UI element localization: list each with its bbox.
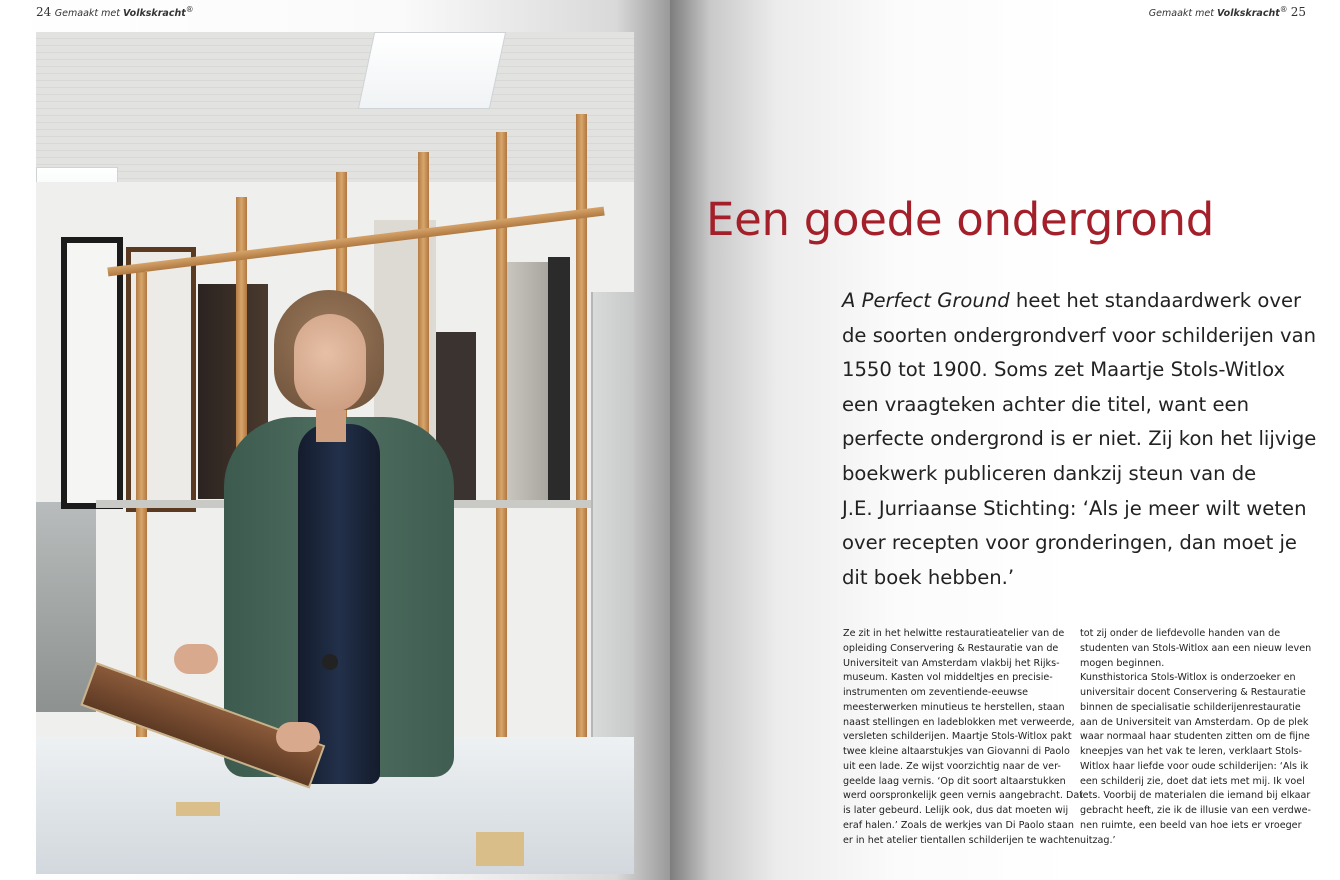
tape xyxy=(176,802,220,816)
face xyxy=(294,314,366,412)
folio-left xyxy=(36,5,194,19)
body-line: museum. Kasten vol middeltjes en precisie- xyxy=(843,672,1053,684)
body-line: Ze zit in het helwitte restauratieatelier van de xyxy=(843,628,1065,639)
lead-line: perfecte ondergrond is er niet. Zij kon het lijvige xyxy=(842,427,1317,451)
body-line: uit een lade. Ze wijst voorzichtig naar de ver- xyxy=(843,760,1061,772)
lead-paragraph xyxy=(842,284,1317,595)
lead-line: 1550 tot 1900. Soms zet Maartje Stols-Witlox xyxy=(842,358,1286,382)
article-title: Een goede ondergrond xyxy=(706,193,1214,246)
lead-line: J.E. Jurriaanse Stichting: ‘Als je meer wilt weten xyxy=(842,496,1307,520)
body-line: versleten schilderijen. Maartje Stols-Witlox pakt xyxy=(843,731,1072,743)
body-line: twee kleine altaarstukjes van Giovanni di Paolo xyxy=(843,746,1070,757)
body-line: een schilderij zie, doet dat iets met mij. Ik voel xyxy=(1080,775,1305,787)
body-line: waar normaal haar studenten zitten om de fijne xyxy=(1080,731,1310,743)
body-line: nen ruimte, een beeld van hoe iets er vroeger xyxy=(1080,819,1302,831)
folio-brand-right: Gemaakt met Volkskracht® xyxy=(1148,5,1288,20)
hand-right xyxy=(276,722,320,752)
body-line: Kunsthistorica Stols-Witlox is onderzoeker en xyxy=(1080,672,1296,684)
lead-line: de soorten ondergrondverf voor schilderijen van xyxy=(842,323,1316,347)
body-line: uitzag.’ xyxy=(1080,834,1116,846)
painting-frame xyxy=(61,237,123,509)
lead-line: een vraagteken achter die titel, want een xyxy=(842,392,1249,416)
lead-line: over recepten voor gronderingen, dan moet je xyxy=(842,531,1297,555)
book-title: A Perfect Ground xyxy=(842,289,1010,312)
body-line: binnen de specialisatie schilderijenrestauratie xyxy=(1080,701,1301,713)
folio-right xyxy=(1149,5,1306,19)
painting-frame xyxy=(548,257,570,502)
body-line: geelde laag vernis. ‘Op dit soort altaarstukken xyxy=(843,775,1066,787)
body-line: kneepjes van het vak te leren, verklaart Stols- xyxy=(1080,746,1302,757)
folio-brand-left: Gemaakt met Volkskracht® xyxy=(54,5,194,20)
ceiling-light xyxy=(358,32,506,109)
body-line: Witlox haar liefde voor oude schilderijen: ‘Als ik xyxy=(1080,760,1309,772)
lead-line: boekwerk publiceren dankzij steun van de xyxy=(842,461,1257,485)
body-line: naast stellingen en ladeblokken met verweerde, xyxy=(843,716,1075,728)
body-line: er in het atelier tientallen schilderijen te wachten xyxy=(843,834,1081,846)
hand-left xyxy=(174,644,218,674)
body-line: iets. Voorbij de materialen die iemand bij elkaar xyxy=(1080,790,1311,802)
body-line: is later gebeurd. Lelijk ook, dus dat moeten wij xyxy=(843,805,1069,816)
body-column-1 xyxy=(843,627,1083,848)
window xyxy=(36,502,96,712)
page-number-right: 25 xyxy=(1290,5,1306,20)
tape xyxy=(476,832,524,866)
body-line: Universiteit van Amsterdam vlakbij het Rijks- xyxy=(843,657,1060,669)
watch xyxy=(322,654,338,670)
body-line: meesterwerken minutieus te herstellen, staan xyxy=(843,701,1065,713)
body-line: werd oorspronkelijk geen vernis aangebracht. Dat xyxy=(843,790,1083,802)
body-line: eraf halen.’ Zoals de werkjes van Di Paolo staan xyxy=(843,819,1074,831)
page-number-left: 24 xyxy=(36,5,52,20)
body-line: tot zij onder de liefdevolle handen van de xyxy=(1080,628,1281,639)
body-line: instrumenten om zeventiende-eeuwse xyxy=(843,687,1029,698)
body-line: mogen beginnen. xyxy=(1080,657,1165,669)
body-line: opleiding Conservering & Restauratie van de xyxy=(843,642,1059,654)
body-line: studenten van Stols-Witlox aan een nieuw leven xyxy=(1080,642,1312,654)
painting-frame xyxy=(506,262,548,502)
portrait-photo xyxy=(36,32,634,874)
lead-line: A Perfect Ground heet het standaardwerk over xyxy=(842,289,1302,312)
body-column-2 xyxy=(1080,627,1316,848)
lead-line: dit boek hebben.’ xyxy=(842,565,1015,589)
cabinet xyxy=(591,292,634,802)
body-line: aan de Universiteit van Amsterdam. Op de plek xyxy=(1080,716,1309,728)
body-line: universitair docent Conservering & Restauratie xyxy=(1080,687,1306,698)
body-line: gebracht heeft, zie ik de illusie van een verdwe- xyxy=(1080,805,1311,816)
